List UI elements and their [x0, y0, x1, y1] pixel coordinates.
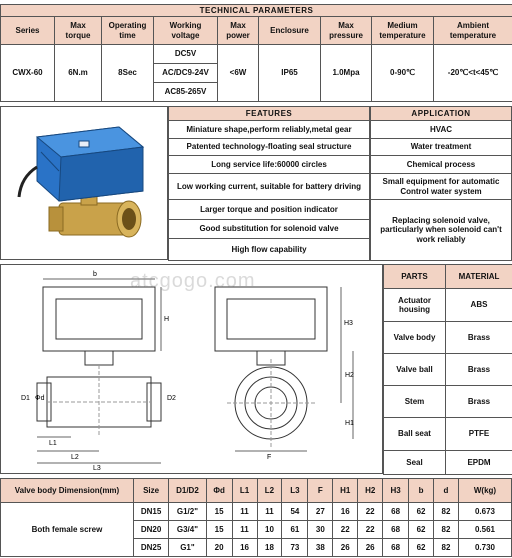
- tech-header-ambient-temp: Ambient temperature: [434, 17, 512, 45]
- part-name: Valve ball: [384, 354, 446, 386]
- dims-cell: 68: [383, 521, 409, 539]
- tech-header-pressure: Max pressure: [321, 17, 372, 45]
- dims-header: F: [308, 479, 333, 503]
- tech-medium-temp: 0-90℃: [372, 45, 434, 102]
- label-h: H: [164, 316, 170, 323]
- label-h3: H3: [344, 320, 353, 327]
- label-f: F: [267, 454, 272, 461]
- dims-cell: 0.730: [458, 539, 511, 557]
- dims-cell: 26: [358, 539, 383, 557]
- dims-cell: 16: [333, 503, 358, 521]
- dims-cell: 18: [257, 539, 282, 557]
- tech-header-medium-temp: Medium temperature: [372, 17, 434, 45]
- dims-header: Φd: [206, 479, 232, 503]
- feature-item: Good substitution for solenoid valve: [169, 220, 370, 239]
- dims-cell: 11: [232, 503, 257, 521]
- tech-title: TECHNICAL PARAMETERS: [1, 5, 512, 17]
- part-material: Brass: [446, 386, 512, 418]
- dims-cell: DN25: [133, 539, 168, 557]
- application-item: HVAC: [371, 121, 512, 139]
- dims-cell: 62: [409, 503, 434, 521]
- dims-cell: 20: [206, 539, 232, 557]
- dims-cell: 61: [282, 521, 308, 539]
- dims-cell: DN20: [133, 521, 168, 539]
- tech-header-torque: Max torque: [55, 17, 102, 45]
- label-l3: L3: [93, 465, 101, 472]
- application-section: [370, 106, 512, 260]
- label-phi-d: Φd: [35, 395, 45, 402]
- dims-header: W(kg): [458, 479, 511, 503]
- part-material: Brass: [446, 354, 512, 386]
- technical-parameters-table: [0, 4, 512, 102]
- label-b: b: [93, 271, 97, 278]
- dims-cell: 22: [333, 521, 358, 539]
- part-material: Brass: [446, 322, 512, 354]
- watermark: atcgogo.com: [130, 270, 256, 292]
- features-section: [0, 106, 512, 260]
- tech-header-time: Operating time: [102, 17, 154, 45]
- valve-dimension-table: [0, 478, 512, 557]
- dims-header: Valve body Dimension(mm): [1, 479, 134, 503]
- dims-header: Size: [133, 479, 168, 503]
- application-item: Water treatment: [371, 139, 512, 156]
- label-h2: H2: [345, 372, 354, 379]
- label-d1: D1: [21, 395, 30, 402]
- feature-item: Miniature shape,perform reliably,metal gear: [169, 121, 370, 139]
- tech-power: <6W: [218, 45, 259, 102]
- parts-material-table: [383, 264, 512, 474]
- part-name: Actuator housing: [384, 289, 446, 322]
- tech-time: 8Sec: [102, 45, 154, 102]
- part-name: Stem: [384, 386, 446, 418]
- feature-item: Larger torque and position indicator: [169, 200, 370, 220]
- tech-torque: 6N.m: [55, 45, 102, 102]
- dims-header: H3: [383, 479, 409, 503]
- part-name: Seal: [384, 451, 446, 475]
- dims-cell: 0.561: [458, 521, 511, 539]
- part-material: EPDM: [446, 451, 512, 475]
- label-l1: L1: [49, 440, 57, 447]
- dims-cell: 30: [308, 521, 333, 539]
- dims-cell: G1": [169, 539, 206, 557]
- tech-voltage-2: AC/DC9-24V: [154, 64, 218, 83]
- dims-cell: 82: [434, 503, 459, 521]
- part-material: ABS: [446, 289, 512, 322]
- dims-cell: 62: [409, 539, 434, 557]
- dimension-drawing: [0, 264, 383, 474]
- dims-cell: 0.673: [458, 503, 511, 521]
- dims-header: H2: [358, 479, 383, 503]
- parts-header: PARTS: [384, 265, 446, 289]
- motorized-ball-valve-image: [1, 107, 167, 259]
- dims-cell: 62: [409, 521, 434, 539]
- dims-cell: 82: [434, 539, 459, 557]
- dims-cell: 15: [206, 503, 232, 521]
- tech-voltage-1: DC5V: [154, 45, 218, 64]
- dims-cell: 11: [257, 503, 282, 521]
- label-l2: L2: [71, 454, 79, 461]
- tech-header-voltage: Working voltage: [154, 17, 218, 45]
- dims-cell: 38: [308, 539, 333, 557]
- tech-series: CWX-60: [1, 45, 55, 102]
- tech-enclosure: IP65: [259, 45, 321, 102]
- part-name: Ball seat: [384, 418, 446, 451]
- application-item: Replacing solenoid valve, particularly when solenoid can't work reliably: [371, 200, 512, 261]
- tech-voltage-3: AC85-265V: [154, 83, 218, 102]
- feature-item: High flow capability: [169, 239, 370, 261]
- dims-cell: 54: [282, 503, 308, 521]
- dims-header: D1/D2: [169, 479, 206, 503]
- dims-cell: 82: [434, 521, 459, 539]
- feature-item: Patented technology-floating seal structure: [169, 139, 370, 156]
- dims-cell: 68: [383, 539, 409, 557]
- feature-item: Long service life:60000 circles: [169, 156, 370, 174]
- tech-header-power: Max power: [218, 17, 259, 45]
- dims-cell: 73: [282, 539, 308, 557]
- dims-header: L3: [282, 479, 308, 503]
- application-title: APPLICATION: [371, 107, 512, 121]
- tech-ambient-temp: -20℃<t<45℃: [434, 45, 512, 102]
- dims-cell: 10: [257, 521, 282, 539]
- dims-header: d: [434, 479, 459, 503]
- dims-cell: G3/4": [169, 521, 206, 539]
- feature-item: Low working current, suitable for battery driving: [169, 174, 370, 200]
- label-h1: H1: [345, 420, 354, 427]
- dims-cell: G1/2": [169, 503, 206, 521]
- dims-label: Both female screw: [1, 503, 134, 557]
- dims-header: L2: [257, 479, 282, 503]
- part-material: PTFE: [446, 418, 512, 451]
- dims-header: L1: [232, 479, 257, 503]
- dims-cell: 68: [383, 503, 409, 521]
- material-header: MATERIAL: [446, 265, 512, 289]
- label-d2: D2: [167, 395, 176, 402]
- valve-photo: [0, 106, 168, 260]
- dims-cell: 27: [308, 503, 333, 521]
- dims-cell: 26: [333, 539, 358, 557]
- dims-header: b: [409, 479, 434, 503]
- valve-dimension-drawing: [1, 265, 382, 473]
- part-name: Valve body: [384, 322, 446, 354]
- dims-cell: 11: [232, 521, 257, 539]
- tech-header-enclosure: Enclosure: [259, 17, 321, 45]
- application-item: Small equipment for automatic Control water system: [371, 174, 512, 200]
- features-title: FEATURES: [169, 107, 370, 121]
- dims-cell: 22: [358, 503, 383, 521]
- dims-cell: 22: [358, 521, 383, 539]
- tech-header-series: Series: [1, 17, 55, 45]
- tech-pressure: 1.0Mpa: [321, 45, 372, 102]
- application-item: Chemical process: [371, 156, 512, 174]
- dims-cell: 16: [232, 539, 257, 557]
- dims-cell: 15: [206, 521, 232, 539]
- dims-header: H1: [333, 479, 358, 503]
- dims-cell: DN15: [133, 503, 168, 521]
